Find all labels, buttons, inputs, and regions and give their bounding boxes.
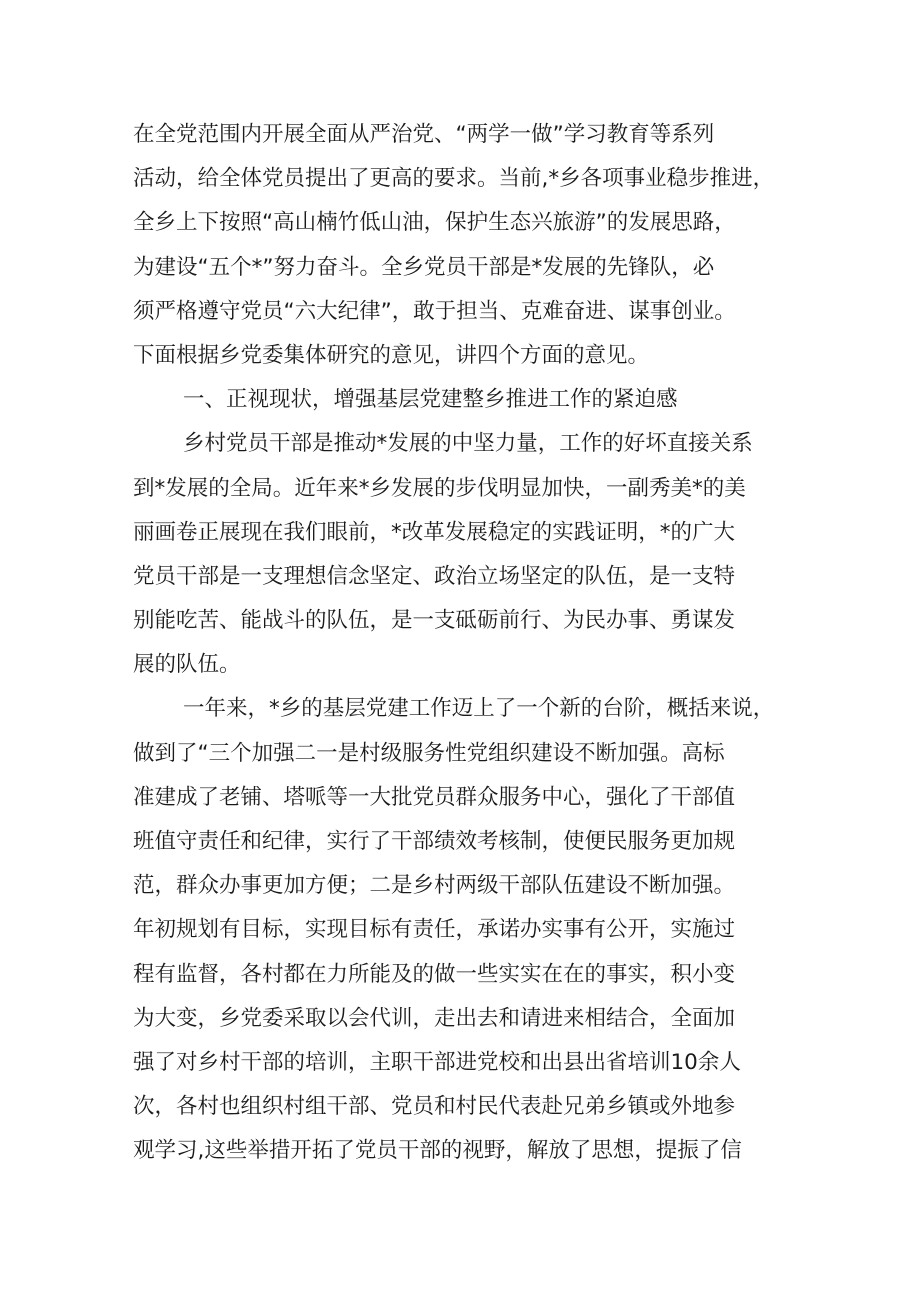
text-line: 别能吃苦、能战斗的队伍，是一支砥砺前行、为民办事、勇谋发 <box>133 608 736 634</box>
text-line: 强了对乡村干部的培训，主职干部进党校和出县出省培训10余人 <box>133 1049 741 1075</box>
heading-line: 一、正视现状，增强基层党建整乡推进工作的紧迫感 <box>183 387 678 413</box>
text-line: 展的队伍。 <box>133 652 241 678</box>
text-line: 为建设“五个*”努力奋斗。全乡党员干部是*发展的先锋队，必 <box>133 254 715 280</box>
text-line: 须严格遵守党员“六大纪律”，敢于担当、克难奋进、谋事创业。 <box>133 298 736 324</box>
text-line: 准建成了老铺、塔哌等一大批党员群众服务中心，强化了干部值 <box>133 784 736 810</box>
text-line: 全乡上下按照“高山楠竹低山油，保护生态兴旅游”的发展思路， <box>133 210 736 236</box>
text-line: 到*发展的全局。近年来*乡发展的步伐明显加快，一副秀美*的美 <box>133 475 746 501</box>
text-line: 年初规划有目标，实现目标有责任，承诺办实事有公开，实施过 <box>133 917 736 943</box>
text-line: 为大变，乡党委采取以会代训，走出去和请进来相结合，全面加 <box>133 1005 736 1031</box>
text-line: 活动，给全体党员提出了更高的要求。当前,*乡各项事业稳步推进， <box>133 166 775 192</box>
text-line: 乡村党员干部是推动*发展的中坚力量，工作的好坏直接关系 <box>183 431 753 457</box>
document-body <box>133 113 793 1174</box>
text-line: 一年来，*乡的基层党建工作迈上了一个新的台阶，概括来说， <box>183 696 775 722</box>
paragraph-achievements <box>133 687 793 1173</box>
text-line: 做到了“三个加强二一是村级服务性党组织建设不断加强。高标 <box>133 740 725 766</box>
text-line: 下面根据乡党委集体研究的意见，讲四个方面的意见。 <box>133 342 650 368</box>
text-line: 党员干部是一支理想信念坚定、政治立场坚定的队伍，是一支特 <box>133 563 736 589</box>
text-line: 班值守责任和纪律，实行了干部绩效考核制，使便民服务更加规 <box>133 829 736 854</box>
text-line: 范，群众办事更加方便；二是乡村两级干部队伍建设不断加强。 <box>133 873 736 899</box>
text-line: 次，各村也组织村组干部、党员和村民代表赴兄弟乡镇或外地参 <box>133 1094 736 1120</box>
paragraph-cadres <box>133 422 793 687</box>
section-heading <box>133 378 793 422</box>
paragraph-intro <box>133 113 793 378</box>
text-line: 程有监督，各村都在力所能及的做一些实实在在的事实，积小变 <box>133 961 736 987</box>
text-line: 丽画卷正展现在我们眼前，*改革发展稳定的实践证明，*的广大 <box>133 519 736 545</box>
text-line: 在全党范围内开展全面从严治党、“两学一做”学习教育等系列 <box>133 122 715 147</box>
text-line: 观学习,这些举措开拓了党员干部的视野，解放了思想，提振了信 <box>133 1138 742 1164</box>
